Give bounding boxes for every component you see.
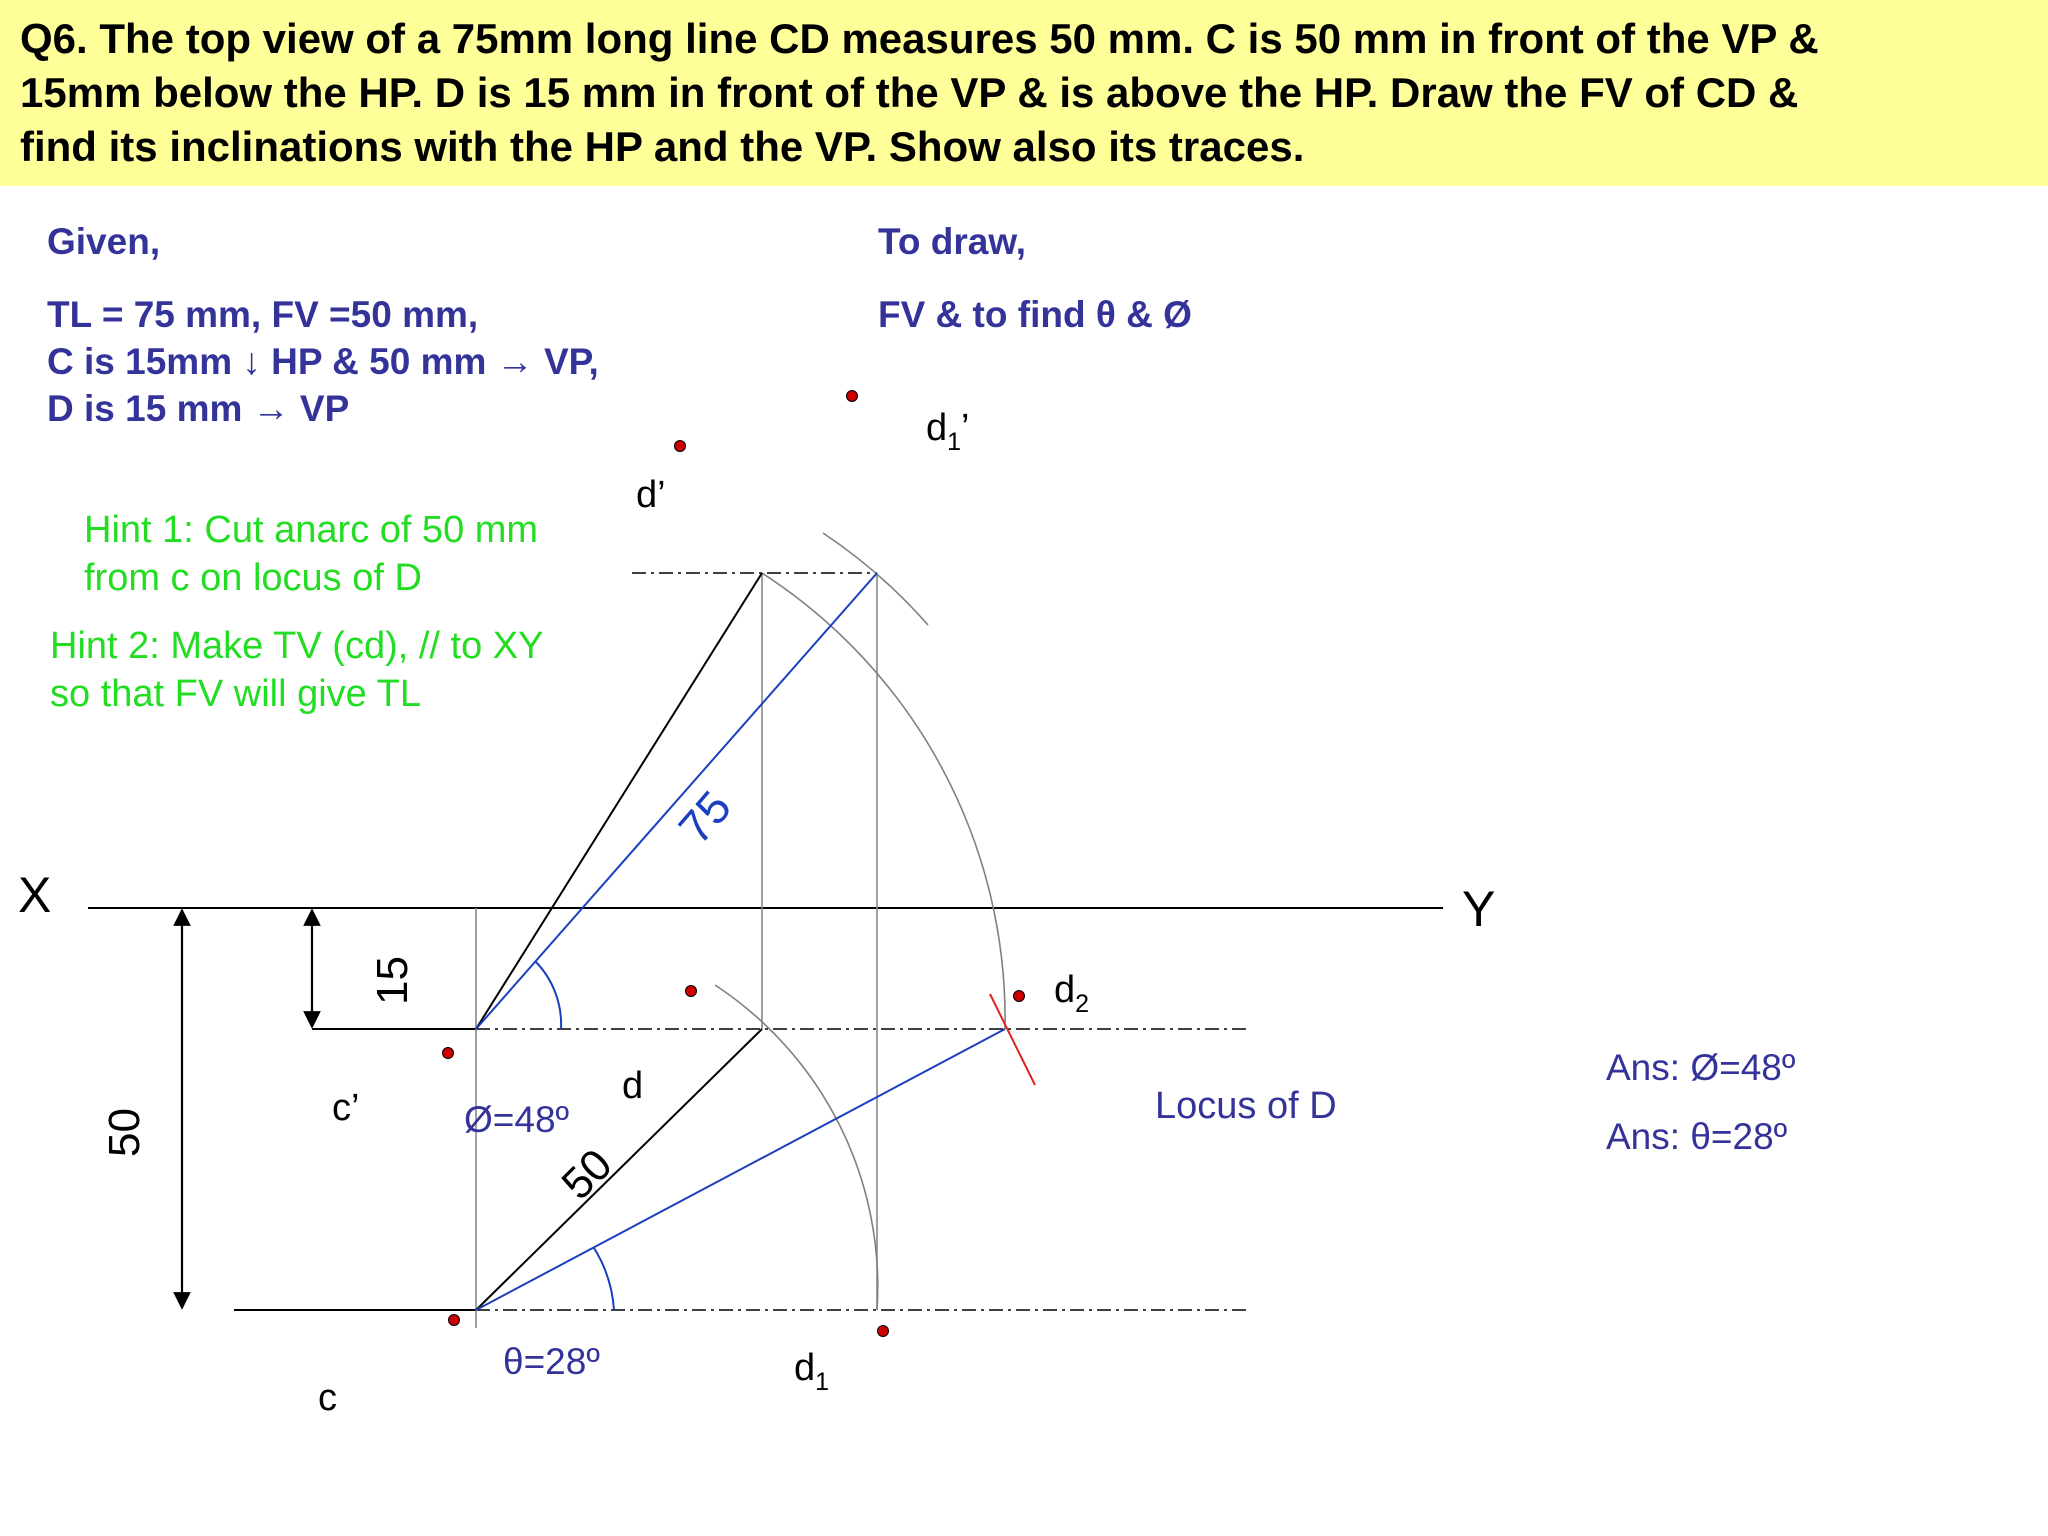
given-line-2: C is 15mm ↓ HP & 50 mm → VP, [47,341,599,382]
point-d1 [878,1326,889,1337]
theta-angle-arc [594,1248,614,1310]
arc-tl-top [823,533,928,625]
label-locus-of-d: Locus of D [1155,1085,1337,1127]
hint-1-line-2: from c on locus of D [84,557,422,599]
point-d [686,986,697,997]
hint-1-line-1: Hint 1: Cut anarc of 50 mm [84,509,539,551]
answer-phi: Ans: Ø=48º [1606,1047,1796,1088]
label-c: c [318,1377,337,1419]
label-d: d [622,1065,644,1107]
true-length-tv-line [476,1029,1005,1310]
arc-tv [715,985,878,1310]
arc-tl-large [762,573,1005,1029]
point-d2 [1014,991,1025,1002]
label-phi-angle: Ø=48º [464,1099,570,1140]
given-line-1: TL = 75 mm, FV =50 mm, [47,294,479,335]
label-d-prime: d’ [636,474,666,516]
to-draw-line: FV & to find θ & Ø [878,294,1192,335]
given-line-3: D is 15 mm → VP [47,388,350,429]
true-length-fv-line [476,573,877,1029]
label-d1-prime: $d_1$’ [926,407,970,456]
arc-cut-mark [990,994,1035,1085]
point-d-prime [675,441,686,452]
label-d2: $d_2$ [1054,969,1090,1018]
question-line-1: Q6. The top view of a 75mm long line CD measures 50 mm. C is 50 mm in front of the VP & [20,15,1819,62]
label-dimension-15: 15 [368,956,417,1005]
label-dimension-50: 50 [100,1108,149,1157]
point-c-prime [443,1048,454,1059]
hint-2-line-1: Hint 2: Make TV (cd), // to XY [50,625,544,667]
hint-2-line-2: so that FV will give TL [50,673,422,715]
question-line-2: 15mm below the HP. D is 15 mm in front of the VP & is above the HP. Draw the FV of CD & [20,69,1799,116]
point-c [449,1315,460,1326]
tv-line-c-d [476,1029,762,1310]
to-draw-heading: To draw, [878,221,1026,262]
label-true-length: 75 [668,780,742,854]
question-line-3: find its inclinations with the HP and the VP. Show also its traces. [20,123,1305,170]
label-tv-length: 50 [552,1139,622,1210]
label-theta-angle: θ=28º [503,1341,600,1382]
label-d1: $d_1$ [794,1347,830,1396]
point-d1-prime [847,391,858,402]
label-y: Y [1462,881,1496,937]
given-heading: Given, [47,221,161,262]
label-x: X [18,867,52,923]
label-c-prime: c’ [332,1087,360,1129]
answer-theta: Ans: θ=28º [1606,1116,1788,1157]
phi-angle-arc [535,961,561,1029]
